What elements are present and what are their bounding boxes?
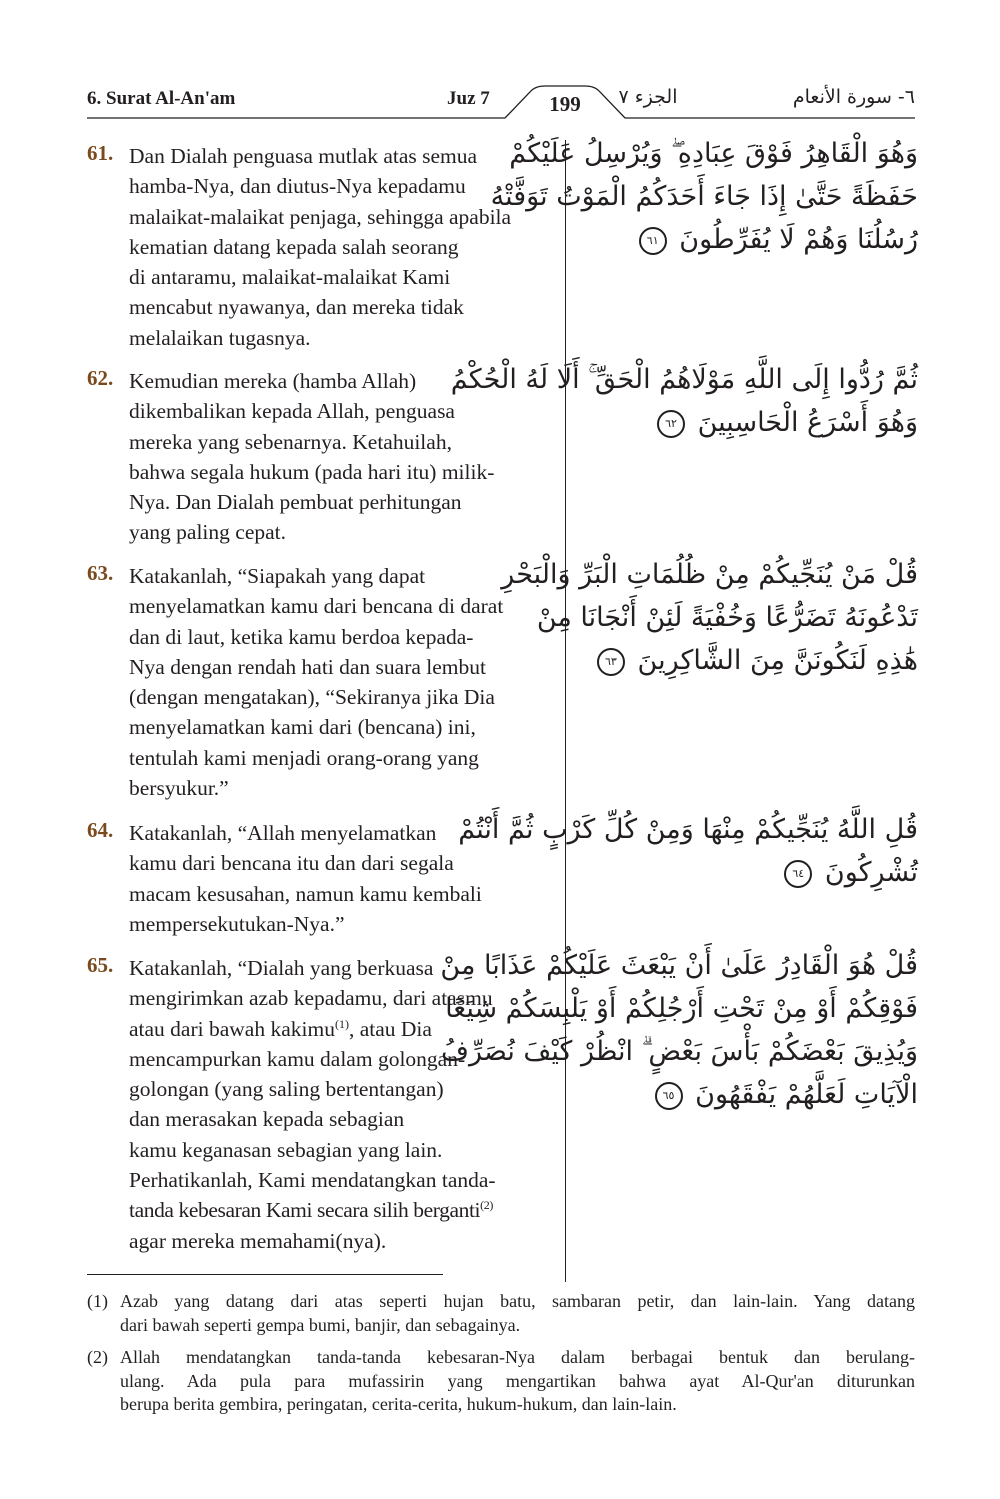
footnote-2 — [87, 1346, 915, 1417]
verse-line: kamu keganasan sebagian yang lain. — [129, 1137, 443, 1162]
arabic-line: قُلْ مَنْ يُنَجِّيكُمْ مِنْ ظُلُمَاتِ الْبَرِّ وَالْبَحْرِ — [501, 559, 918, 590]
verse-line: kamu dari bencana itu dan dari segala — [129, 851, 454, 876]
verse-line: di antaramu, malaikat-malaikat Kami — [129, 265, 451, 290]
arabic-line: تَدْعُونَهُ تَضَرُّعًا وَخُفْيَةً لَئِنْ أَنْجَانَا مِنْ — [536, 602, 918, 633]
verse-line-text: atau dari bawah kakimu — [129, 1016, 335, 1041]
verse-61-translation — [87, 141, 559, 353]
arabic-line: هَٰذِهِ لَنَكُونَنَّ مِنَ الشَّاكِرِينَ — [637, 645, 918, 676]
footnote-line: berupa berita gembira, peringatan, cerita-cerita, hukum-hukum, dan lain-lain. — [120, 1394, 677, 1414]
arabic-line: قُلِ اللَّهُ يُنَجِّيكُمْ مِنْهَا وَمِنْ كُلِّ كَرْبٍ ثُمَّ أَنْتُمْ — [458, 814, 918, 845]
verse-line: melalaikan tugasnya. — [129, 325, 311, 350]
footnote-ref-2[interactable]: (2) — [480, 1198, 493, 1213]
verse-line: bahwa segala hukum (pada hari itu) milik- — [129, 459, 495, 484]
arabic-line: وَيُذِيقَ بَعْضَكُمْ بَأْسَ بَعْضٍ ۗ انْظُرْ كَيْفَ نُصَرِّفُ — [441, 1036, 918, 1067]
column-divider — [565, 140, 566, 1282]
verse-line: macam kesusahan, namun kamu kembali — [129, 881, 482, 906]
verse-line: Nya. Dan Dialah pembuat perhitungan — [129, 490, 462, 515]
verse-line: yang paling cepat. — [129, 520, 287, 545]
juz-label-arabic: الجزء ٧ — [618, 86, 678, 108]
verse-line: mencabut nyawanya, dan mereka tidak — [129, 295, 464, 320]
juz-label-latin: Juz 7 — [447, 88, 490, 109]
footnote-line: ulang. Ada pula para mufassirin yang mengartikan bahwa ayat Al-Qur'an diturunkan — [120, 1370, 915, 1391]
ayah-end-marker: ٦٣ — [597, 648, 625, 676]
verse-line-with-footnote — [129, 1195, 559, 1225]
verse-line: menyelamatkan kami dari (bencana) ini, — [129, 715, 476, 740]
verse-line: mereka yang sebenarnya. Ketahuilah, — [129, 429, 452, 454]
ayah-end-marker: ٦٤ — [784, 860, 812, 888]
verse-number: 61. — [87, 141, 114, 165]
verse-64-arabic — [458, 808, 918, 894]
footnote-line: Azab yang datang dari atas seperti hujan batu, sambaran petir, dan lain-lain. Yang datang — [120, 1291, 915, 1311]
arabic-line: وَهُوَ أَسْرَعُ الْحَاسِبِينَ — [697, 407, 918, 438]
verse-line: Nya dengan rendah hati dan suara lembut — [129, 654, 487, 679]
verse-63-translation — [87, 561, 559, 803]
arabic-line: قُلْ هُوَ الْقَادِرُ عَلَىٰ أَنْ يَبْعَثَ عَلَيْكُمْ عَذَابًا مِنْ — [440, 950, 918, 981]
ayah-end-marker: ٦١ — [639, 227, 667, 255]
page-number: 199 — [549, 92, 581, 116]
verse-line: golongan (yang saling bertentangan) — [129, 1077, 444, 1102]
verse-line: Katakanlah, “Allah menyelamatkan — [129, 821, 437, 845]
verse-number: 62. — [87, 366, 114, 390]
verse-line: mengirimkan azab kepadamu, dari atasmu — [129, 986, 493, 1011]
verse-line: dan di laut, ketika kamu berdoa kepada- — [129, 624, 474, 649]
header-rule — [0, 0, 1000, 140]
arabic-line: تُشْرِكُونَ — [824, 857, 918, 888]
footnote-number: (2) — [87, 1347, 108, 1367]
footnote-ref-1[interactable]: (1) — [334, 1016, 349, 1031]
arabic-line: الْآيَاتِ لَعَلَّهُمْ يَفْقَهُونَ — [695, 1079, 918, 1110]
verse-line-text: tanda kebesaran Kami secara silih berganti — [129, 1198, 481, 1223]
ayah-end-marker: ٦٢ — [657, 410, 685, 438]
arabic-line: فَوْقِكُمْ أَوْ مِنْ تَحْتِ أَرْجُلِكُمْ أَوْ يَلْبِسَكُمْ شِيَعًا — [445, 993, 918, 1024]
verse-line: Kemudian mereka (hamba Allah) — [129, 369, 417, 393]
verse-line: (dengan mengatakan), “Sekiranya jika Dia — [129, 685, 495, 710]
verse-61-arabic — [490, 132, 918, 261]
verse-line: Katakanlah, “Siapakah yang dapat — [129, 564, 426, 588]
arabic-line: وَهُوَ الْقَاهِرُ فَوْقَ عِبَادِهِ ۖ وَيُرْسِلُ عَلَيْكُمْ — [509, 138, 918, 169]
verse-line: dikembalikan kepada Allah, penguasa — [129, 399, 455, 424]
verse-line: mempersekutukan-Nya.” — [129, 911, 345, 936]
footnote-number: (1) — [87, 1291, 108, 1311]
verse-line: agar mereka memahami(nya). — [129, 1228, 387, 1253]
surah-title-latin: 6. Surat Al-An'am — [87, 88, 236, 109]
verse-line: Perhatikanlah, Kami mendatangkan tanda- — [129, 1168, 496, 1193]
verse-line: malaikat-malaikat penjaga, sehingga apabila — [129, 204, 512, 229]
arabic-line: حَفَظَةً حَتَّىٰ إِذَا جَاءَ أَحَدَكُمُ الْمَوْتُ تَوَفَّتْهُ — [490, 181, 918, 212]
verse-line: dan merasakan kepada sebagian — [129, 1107, 405, 1132]
surah-title-arabic: ٦- سورة الأنعام — [792, 86, 915, 108]
verse-number: 65. — [87, 953, 114, 977]
verse-number: 64. — [87, 818, 114, 842]
verse-number: 63. — [87, 561, 114, 585]
verse-line-suffix: , atau Dia — [348, 1016, 432, 1041]
verse-line: mencampurkan kamu dalam golongan- — [129, 1046, 466, 1071]
footnote-1 — [87, 1290, 915, 1337]
verse-65-arabic — [440, 944, 918, 1116]
verse-62-arabic — [450, 358, 918, 444]
verse-line: bersyukur.” — [129, 776, 229, 801]
verse-line: hamba-Nya, dan diutus-Nya kepadamu — [129, 174, 466, 199]
verse-line: menyelamatkan kamu dari bencana di darat — [129, 594, 504, 619]
arabic-line: رُسُلُنَا وَهُمْ لَا يُفَرِّطُونَ — [679, 224, 918, 255]
ayah-end-marker: ٦٥ — [655, 1082, 683, 1110]
verse-63-arabic — [501, 553, 918, 682]
verse-line: Dan Dialah penguasa mutlak atas semua — [129, 144, 478, 168]
verse-line: kematian datang kepada salah seorang — [129, 234, 459, 259]
footnote-line: Allah mendatangkan tanda-tanda kebesaran-Nya dalam berbagai bentuk dan berulang- — [120, 1347, 915, 1367]
verse-line: tentulah kami menjadi orang-orang yang — [129, 745, 479, 770]
verse-line: Katakanlah, “Dialah yang berkuasa — [129, 956, 434, 980]
arabic-line: ثُمَّ رُدُّوا إِلَى اللَّهِ مَوْلَاهُمُ الْحَقِّ ۚ أَلَا لَهُ الْحُكْمُ — [450, 364, 918, 395]
footnote-rule — [87, 1274, 443, 1275]
footnote-line: dari bawah seperti gempa bumi, banjir, dan sebagainya. — [120, 1314, 521, 1335]
